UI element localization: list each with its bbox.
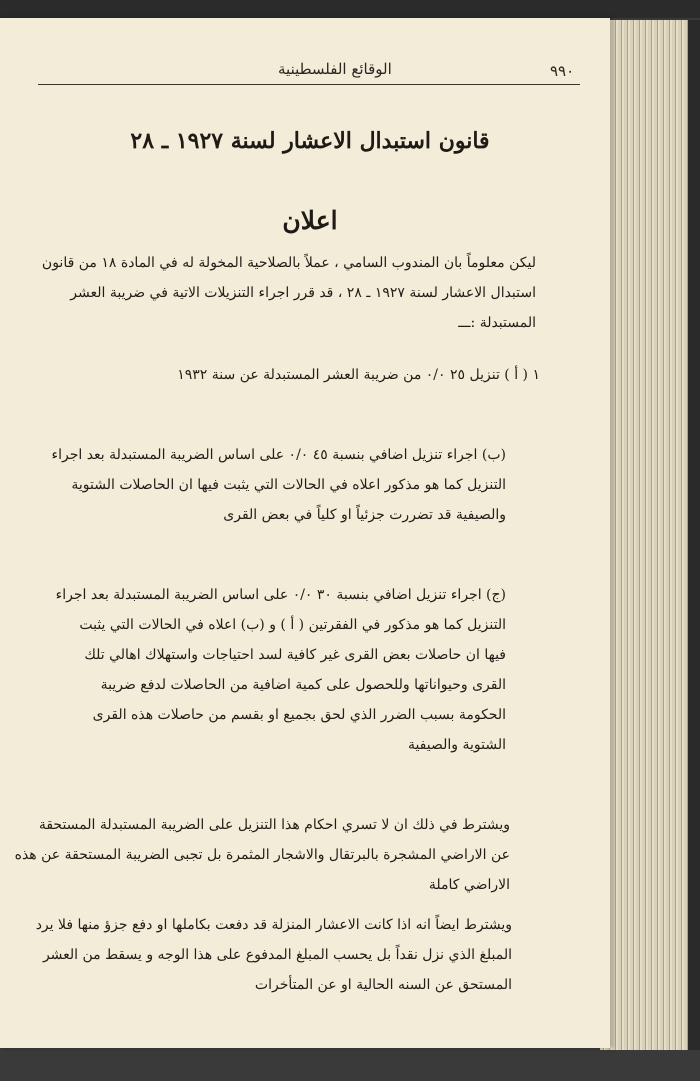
book-page-edges [600, 20, 700, 1050]
text-line: المبلغ الذي نزل نقداً بل يحسب المبلغ المدفوع على هذا الوجه و يسقط من العشر [42, 947, 512, 963]
intro-paragraph [41, 248, 536, 338]
text-line: القرى وحيواناتها وللحصول على كمية اضافية من الحاصلات لدفع ضريبة [100, 677, 506, 693]
proviso-paragraph-1 [14, 810, 510, 900]
running-head [38, 56, 580, 85]
scanner-backdrop [0, 0, 700, 18]
text-line: والصيفية قد تضررت جزئياً او كلياً في بعض القرى [223, 507, 506, 523]
text-line: التنزيل كما هو مذكور في الفقرتين ( أ ) و (ب) اعلاه في الحالات التي يثبت [79, 617, 506, 633]
proviso-paragraph-2 [35, 910, 512, 1000]
text-line: فيها ان حاصلات بعض القرى غير كافية لسد احتياجات واستهلاك اهالي تلك [84, 647, 506, 663]
law-title: قانون استبدال الاعشار لسنة ١٩٢٧ ـ ٢٨ [130, 128, 490, 154]
text-line: (ج) اجراء تنزيل اضافي بنسبة ٣٠ ٠/٠ على اساس الضريبة المستبدلة بعد اجراء [55, 587, 506, 603]
item-b [51, 440, 506, 530]
text-line: ليكن معلوماً بان المندوب السامي ، عملاً بالصلاحية المخولة له في المادة ١٨ من قانون [41, 255, 536, 271]
text-line: (ب) اجراء تنزيل اضافي بنسبة ٤٥ ٠/٠ على اساس الضريبة المستبدلة بعد اجراء [51, 447, 506, 463]
gazette-name: الوقائع الفلسطينية [278, 60, 392, 78]
gazette-page [0, 18, 610, 1048]
text-line: التنزيل كما هو مذكور اعلاه في الحالات التي يثبت فيها ان الحاصلات الشتوية [71, 477, 506, 493]
item-c [55, 580, 506, 760]
text-line: ويشترط ايضاً انه اذا كانت الاعشار المنزلة قد دفعت بكاملها او دفع جزؤ منها فلا يرد [35, 917, 512, 933]
notice-heading: اعلان [282, 206, 338, 235]
text-line: الحكومة بسبب الضرر الذي لحق بجميع او بقسم من حاصلات هذه القرى [92, 707, 506, 723]
book-cover-edge [688, 20, 700, 1050]
text-line: ١ ( أ ) تنزيل ٢٥ ٠/٠ من ضريبة العشر المستبدلة عن سنة ١٩٣٢ [177, 367, 540, 383]
text-line: عن الاراضي المشجرة بالبرتقال والاشجار المثمرة بل تجبى الضريبة المستحقة عن هذه [14, 847, 510, 863]
text-line: الاراضي كاملة [428, 877, 510, 893]
text-line: استبدال الاعشار لسنة ١٩٢٧ ـ ٢٨ ، قد قرر اجراء التنزيلات الاتية في ضريبة العشر [70, 285, 536, 301]
text-line: الشتوية والصيفية [407, 737, 506, 753]
text-line: المستحق عن السنه الحالية او عن المتأخرات [254, 977, 512, 993]
item-1-a [120, 360, 540, 390]
text-line: ويشترط في ذلك ان لا تسري احكام هذا التنزيل على الضريبة المستبدلة المستحقة [38, 817, 510, 833]
text-line: المستبدلة :ـــ [458, 315, 536, 331]
page-number: ٩٩٠ [550, 62, 575, 80]
